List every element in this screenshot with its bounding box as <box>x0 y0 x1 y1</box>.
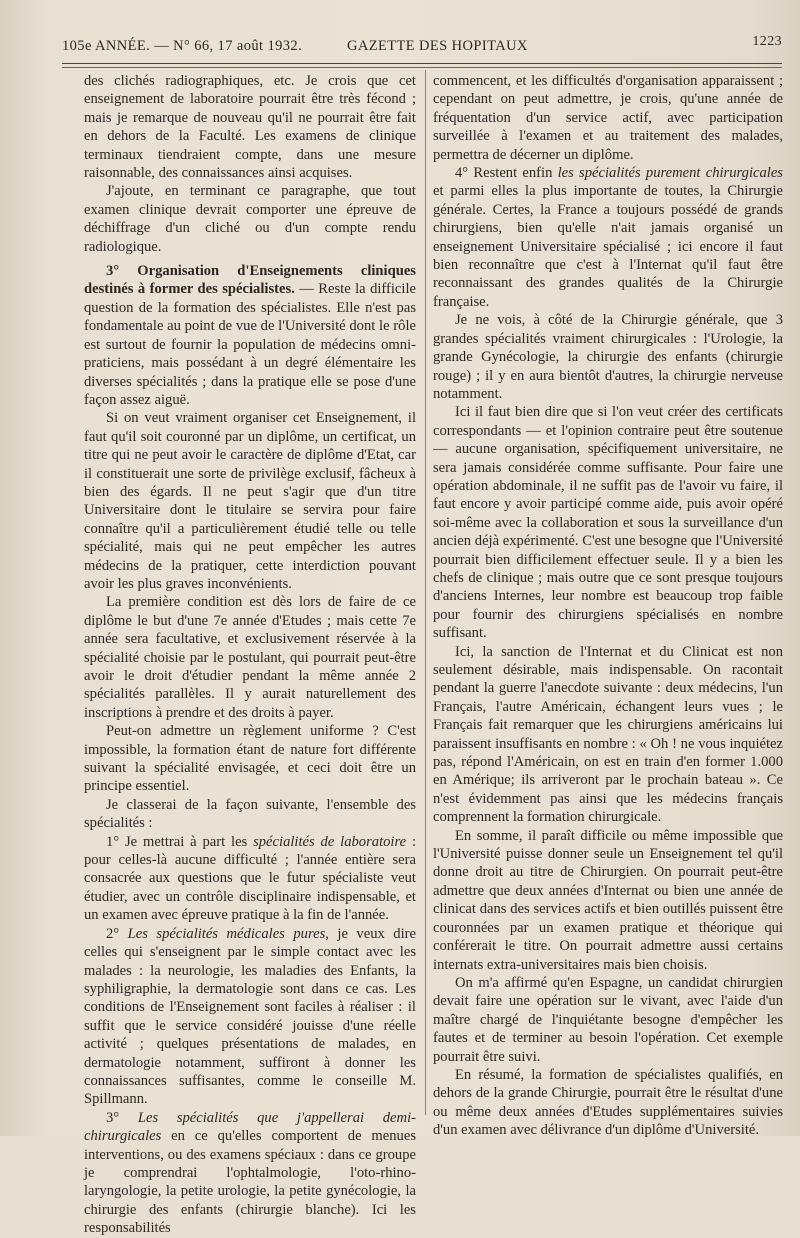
paragraph: Si on veut vraiment organiser cet Enseignement, il faut qu'il soit couronné par un diplôme, un certificat, un titre qui ne peut avoir le caractère de diplôme d'Etat, car il constituerait une sorte de privilège exclusif, fâcheux à bien des égards. Il ne peut s'agir que d'un titre Universitaire dont le titulaire se servira pour faire connaître qu'il a particulièrement étudié telle ou telle spécialité, mais qui ne peut empêcher les autres médecins de la pratiquer, cette interdiction pouvant avoir les plus graves inconvénients. <box>84 410 416 592</box>
section-paragraph: 3° Organisation d'Enseignements cliniques destinés à former des spécialistes. — Reste la difficile question de la formation des spécialistes. Elle n'est pas fondamentale au point de vue de l'Université dont le rôle est surtout de fournir la population de médecins omni-praticiens, mais possédant à un degré élémentaire les diverses spécialités ; dans la pratique elle se pose d'une façon assez aiguë. <box>84 263 416 408</box>
paragraph: Je ne vois, à côté de la Chirurgie générale, que 3 grandes spécialités vraiment chirurgicales : l'Urologie, la grande Gynécologie, la chirurgie des enfants (chirurgie rouge) ; il y en aura bientôt d'autres, la chirurgie nerveuse notamment. <box>433 312 783 402</box>
list-paragraph: 1° Je mettrai à part les spécialités de laboratoire : pour celles-là aucune difficulté ; l'année entière sera consacrée aux questions que le futur spécialiste veut étudier, avec un contrôle disciplinaire indispensable, et un examen avec épreuve pratique à la fin de l'année. <box>84 833 416 924</box>
paragraph: J'ajoute, en terminant ce paragraphe, que tout examen clinique devrait comporter une épreuve de déchiffrage d'un cliché ou d'un compte rendu radiologique. <box>84 183 416 255</box>
journal-title: GAZETTE DES HOPITAUX <box>347 38 528 54</box>
list-paragraph: 3° Les spécialités que j'appellerai demi-chirurgicales en ce qu'elles comportent de menues interventions, ou des examens spéciaux : dans ce groupe je comprendrai l'ophtalmologie, l'oto-rhino-laryngologie, la petite urologie, la petite gynécologie, la chirurgie des enfants (chirurgie blanche). Ici les responsabilités <box>84 1109 416 1237</box>
header-rule <box>62 63 782 64</box>
paragraph: des clichés radiographiques, etc. Je crois que cet enseignement de laboratoire pourrait être très fécond ; mais je remarque de nouveau qu'il ne pourrait être fait en dehors de la Faculté. Les examens de clinique terminaux tiendraient compte, dans une mesure raisonnable, des connaissances ainsi acquises. <box>84 73 416 182</box>
paragraph: commencent, et les difficultés d'organisation apparaissent ; cependant on peut admettre, je crois, qu'une année de fréquentation d'un service actif, avec participation surveillée à l'examen et au traitement des malades, permettra de décerner un diplôme. <box>433 73 783 163</box>
left-column <box>84 72 416 1238</box>
paragraph: On m'a affirmé qu'en Espagne, un candidat chirurgien devait faire une opération sur le vivant, avec l'aide d'un maître chargé de l'inquiétante besogne d'empêcher les fautes et de terminer au besoin l'opération. Cet exemple pourrait être suivi. <box>433 974 783 1065</box>
paragraph: Ici il faut bien dire que si l'on veut créer des certificats correspondants — et l'opinion contraire peut être soutenue — aucune organisation, spécifiquement universitaire, ne sera jamais considérée comme suffisante. Pour faire une opération abdominale, il ne suffit pas de l'avoir vu faire, il faut encore y avoir participé comme aide, puis avoir opéré soi-même avec la collaboration et sous la surveillance d'un ancien déjà expérimenté. C'est une besogne que l'Université pourrait bien difficilement effectuer seule. Il y a bien les chefs de clinique ; mais outre que ce sont presque toujours d'anciens Internes, leur nombre est beaucoup trop faible pour fournir des chirurgiens spécialisés en nombre suffisant. <box>433 404 783 642</box>
paragraph: La première condition est dès lors de faire de ce diplôme le but d'une 7e année d'Etudes ; mais cette 7e année sera facultative, et exclusivement réservée à la spécialité choisie par le postulant, qui pourrait peut-être avoir le droit d'étudier pendant la même année 2 spécialités parallèles. Il y aurait naturellement des inscriptions à prendre et des droits à payer. <box>84 594 416 721</box>
paragraph: En somme, il paraît difficile ou même impossible que l'Université puisse donner seule un Enseignement tel qu'il donne droit au titre de Chirurgien. On pourrait peut-être admettre que deux années d'Internat ou bien une année de clinicat dans des services actifs et bien outillés puissent être couronnées par un examen pratique et théorique qui conférerait le titre. On pourrait admettre aussi certains internats extra-universitaires mais bien choisis. <box>433 827 783 973</box>
page-header <box>62 34 782 64</box>
paragraph: En résumé, la formation de spécialistes qualifiés, en dehors de la grande Chirurgie, pourrait être le résultat d'une ou même deux années d'Etudes supplémentaires suivies d'un examen avec délivrance d'un diplôme d'Université. <box>433 1066 783 1139</box>
page-number: 1223 <box>752 34 782 49</box>
issue-line: 105e ANNÉE. — N° 66, 17 août 1932. <box>62 38 303 54</box>
paragraph: Peut-on admettre un règlement uniforme ? C'est impossible, la formation étant de nature fort différente suivant la spécialité envisagée, et ceci doit être un principe essentiel. <box>84 723 416 795</box>
list-paragraph: 4° Restent enfin les spécialités purement chirurgicales et parmi elles la plus importante de toutes, la Chirurgie générale. Certes, la France a toujours possédé de grands chirurgiens, bien qu'elle n'ait jamais organisé un enseignement Universitaire spécialisé ; ici encore il faut bien reconnaître que c'est à l'Internat qu'il faut être reconnaissant des grandes qualités de la Chirurgie française. <box>433 165 783 310</box>
right-column <box>433 72 783 1140</box>
section-heading: 3° Organisation d'Enseignements cliniques destinés à former des spécialistes. <box>84 263 416 298</box>
paragraph: Ici, la sanction de l'Internat et du Clinicat est non seulement désirable, mais indispensable. On racontait pendant la guerre l'anecdote suivante : deux médecins, l'un Français, l'autre Américain, échangent leurs vues ; le Français fait remarquer que les chirurgiens américains lui paraissent insuffisants en nombre : « Oh ! ne vous inquiétez pas, répond l'Américain, on est en train d'en former 1.000 en Amérique; ils arriveront par le prochain bateau ». Ce n'est évidemment pas ainsi que les médecins français comprennent la formation chirurgicale. <box>433 643 783 826</box>
list-paragraph: 2° Les spécialités médicales pures, je veux dire celles qui s'enseignent par le simple contact avec les malades : la neurologie, les maladies des Enfants, la syphiligraphie, la dermatologie sont dans ce cas. Les conditions de l'Enseignement sont faciles à réaliser : il suffit que le service considéré jouisse d'une réelle activité ; quelques présentations de malades, en dermatologie notamment, suffiront à donner les connaissances suffisantes, comme le conseille M. Spillmann. <box>84 925 416 1108</box>
header-rule-thin <box>62 67 782 68</box>
column-divider <box>425 70 426 1115</box>
paragraph: Je classerai de la façon suivante, l'ensemble des spécialités : <box>84 796 416 832</box>
